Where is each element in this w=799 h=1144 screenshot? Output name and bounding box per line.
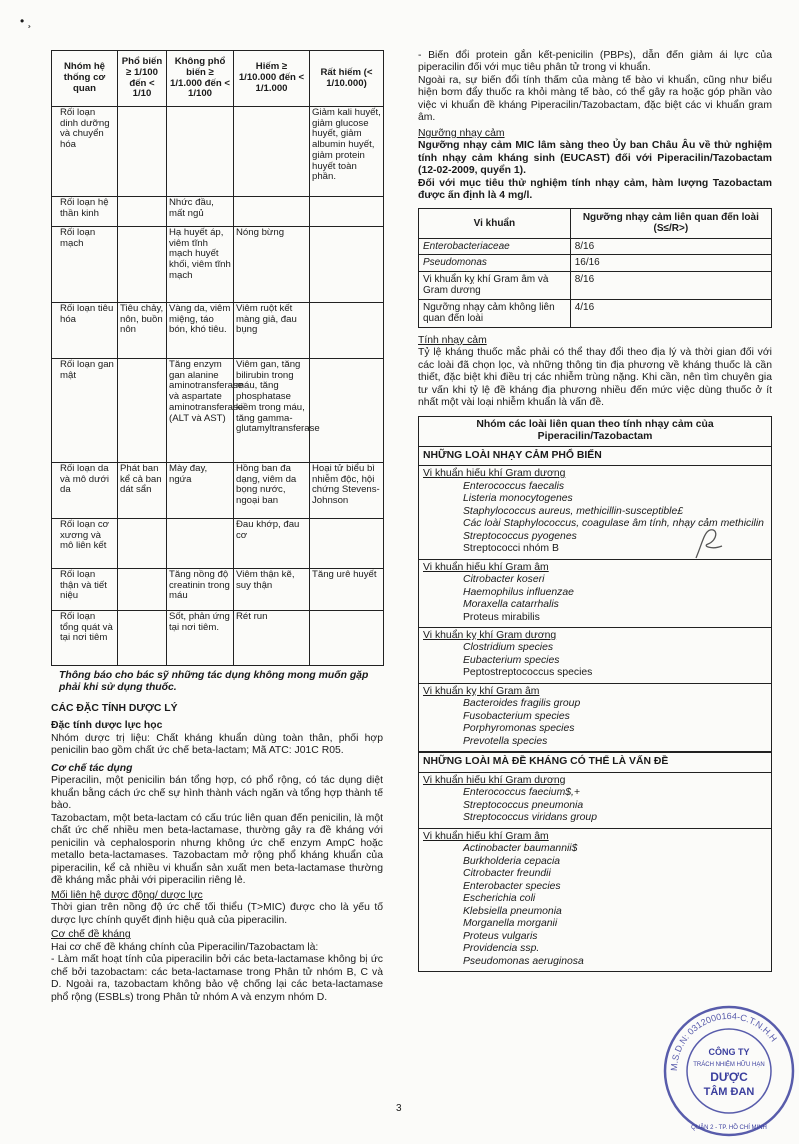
mic-row: [419, 299, 772, 327]
resistance-title: Cơ chế đề kháng: [51, 929, 131, 941]
mic-cell: 4/16: [570, 299, 771, 327]
list-item: Eubacterium species: [463, 654, 560, 666]
species-group: [419, 684, 771, 752]
mic-cell: Pseudomonas: [419, 255, 571, 272]
table-cell: [118, 569, 167, 611]
list-item: Citrobacter freundii: [463, 868, 551, 880]
header-cell: Nhóm hệ thống cơ quan: [52, 51, 118, 107]
list-item: Actinobacter baumannii$: [463, 843, 578, 855]
list-item: Streptococci nhóm B: [463, 543, 559, 555]
mic-cell: 16/16: [570, 255, 771, 272]
table-cell: Rối loạn dinh dưỡng và chuyển hóa: [52, 107, 118, 197]
table-cell: [118, 519, 167, 569]
mic-row: [419, 255, 772, 272]
table-cell: [310, 359, 384, 463]
group-title: Vi khuẩn kỵ khí Gram âm: [423, 685, 540, 697]
table-cell: Vàng da, viêm miệng, táo bón, khó tiêu.: [167, 303, 234, 359]
table-row: [52, 611, 384, 666]
table-cell: [310, 519, 384, 569]
table-cell: Hạ huyết áp, viêm tĩnh mạch huyết khối, viêm tĩnh mạch: [167, 227, 234, 303]
breakpoints-bold-text-2: Đối với mục tiêu thử nghiệm tính nhạy cảm, hàm lượng Tazobactam được ấn định là 4 mg/l.: [418, 177, 772, 202]
table-cell: Rối loạn gan mật: [52, 359, 118, 463]
table-row: [52, 569, 384, 611]
table-cell: Rối loạn hệ thần kinh: [52, 197, 118, 227]
stamp-bottom: QUẬN 2 - TP. HỒ CHÍ MINH: [691, 1125, 767, 1131]
list-item: Haemophilus influenzae: [463, 586, 574, 598]
list-item: Burkholderia cepacia: [463, 855, 561, 867]
mic-header-cell: Ngưỡng nhạy cảm liên quan đến loài (S≤/R>): [570, 208, 771, 238]
table-cell: Hoại tử biểu bì nhiễm độc, hội chứng Stevens-Johnson: [310, 463, 384, 519]
species-box-title: Nhóm các loài liên quan theo tính nhạy cảm của Piperacilin/Tazobactam: [419, 417, 771, 447]
page-number: 3: [396, 1103, 402, 1114]
section-title-pharmacology: CÁC ĐẶC TÍNH DƯỢC LÝ: [51, 702, 178, 714]
table-cell: [118, 611, 167, 666]
left-column: [51, 50, 383, 1004]
mic-table: [418, 208, 772, 328]
corner-mark: • ¸: [20, 14, 32, 28]
list-item: Citrobacter koseri: [463, 574, 545, 586]
table-row: [52, 197, 384, 227]
table-cell: Viêm thận kẽ, suy thận: [234, 569, 310, 611]
table-cell: [234, 197, 310, 227]
species-group: [419, 560, 771, 628]
table-cell: Rối loạn mạch: [52, 227, 118, 303]
list-item: Providencia ssp.: [463, 943, 540, 955]
table-cell: Hồng ban đa dạng, viêm da bọng nước, ngoại ban: [234, 463, 310, 519]
table-cell: Nóng bừng: [234, 227, 310, 303]
header-cell: Phổ biến ≥ 1/100 đến < 1/10: [118, 51, 167, 107]
susceptibility-title: Tính nhạy cảm: [418, 334, 487, 346]
mic-cell: Vi khuẩn kỵ khí Gram âm và Gram dương: [419, 271, 571, 299]
doctor-notice: Thông báo cho bác sỹ những tác dụng không mong muốn gặp phải khi sử dụng thuốc.: [59, 670, 369, 694]
list-item: Moraxella catarrhalis: [463, 599, 559, 611]
pharmacodynamics-text: Nhóm dược trị liệu: Chất kháng khuẩn dùng toàn thân, phối hợp penicilin bao gồm chất ức chế beta-lactam; Mã ATC: J01C R05.: [51, 732, 383, 757]
list-item: Escherichia coli: [463, 893, 536, 905]
mic-header-cell: Vi khuẩn: [419, 208, 571, 238]
table-row: [52, 463, 384, 519]
stamp-line-2: TRÁCH NHIỆM HỮU HẠN: [693, 1062, 765, 1068]
table-cell: Sốt, phản ứng tại nơi tiêm.: [167, 611, 234, 666]
list-item: Klebsiella pneumonia: [463, 905, 562, 917]
list-item: Enterobacter species: [463, 880, 561, 892]
table-cell: [118, 197, 167, 227]
table-cell: [167, 107, 234, 197]
table-cell: Tăng enzym gan alanine aminotransferase và aspartate aminotransferase (ALT và AST): [167, 359, 234, 463]
table-row: [52, 359, 384, 463]
table-row: [52, 303, 384, 359]
mic-cell: 8/16: [570, 271, 771, 299]
table-header-row: [52, 51, 384, 107]
company-stamp: [661, 1003, 797, 1139]
species-group: [419, 628, 771, 684]
stamp-line-4: TÂM ĐAN: [703, 1086, 755, 1098]
mic-header-row: [419, 208, 772, 238]
right-column: [418, 50, 772, 972]
table-cell: [167, 519, 234, 569]
pharmacodynamics-title: Đặc tính dược lực học: [51, 720, 163, 732]
list-item: Bacteroides fragilis group: [463, 698, 581, 710]
list-item: Clostridium species: [463, 642, 554, 654]
susceptibility-text: Tỷ lệ kháng thuốc mắc phải có thể thay đổi theo địa lý và thời gian đối với các loài đã chọn lọc, và những thông tin địa phương về kháng thuốc là cần thiết, đặc biệt khi điều trị các nhiễm trùng nặng. Khi cần, nên tìm chuyên gia tư vấn khi tỷ lệ đề kháng địa phương nhiều đến mức việc dùng thuốc ở ít nhất một vài loại nhiễm khuẩn là vấn đề.: [418, 347, 772, 409]
table-cell: Tăng nồng độ creatinin trong máu: [167, 569, 234, 611]
header-cell: Không phổ biến ≥ 1/1.000 đến < 1/100: [167, 51, 234, 107]
stamp-ring-text: M.S.D.N: 0312000164-C.T.N.H.H: [668, 1010, 779, 1072]
table-cell: Giảm kali huyết, giảm glucose huyết, giảm albumin huyết, giảm protein huyết toàn phần.: [310, 107, 384, 197]
table-cell: Rối loạn cơ xương và mô liên kết: [52, 519, 118, 569]
table-cell: [118, 359, 167, 463]
species-box: [418, 416, 772, 972]
list-item: Enterococcus faecalis: [463, 480, 565, 492]
table-cell: [310, 197, 384, 227]
pkpd-title: Mối liên hệ dược động/ dược lực: [51, 889, 203, 901]
list-item: Listeria monocytogenes: [463, 493, 573, 505]
list-item: Peptostreptococcus species: [463, 667, 593, 679]
table-cell: Viêm ruột kết màng giả, đau bụng: [234, 303, 310, 359]
resistance-item-2: - Biến đổi protein gắn kết-penicilin (PBPs), dẫn đến giảm ái lực của piperacilin đối với mục tiêu phân tử trong vi khuẩn.: [418, 50, 772, 74]
adverse-effects-table: [51, 50, 384, 666]
resistance-problem-title: NHỮNG LOÀI MÀ ĐỀ KHÁNG CÓ THỂ LÀ VẤN ĐỀ: [419, 752, 771, 772]
list-item: Các loài Staphylococcus, coagulase âm tính, nhạy cảm methicilin: [463, 518, 764, 530]
table-cell: Rối loạn tổng quát và tại nơi tiêm: [52, 611, 118, 666]
list-item: Streptococcus viridans group: [463, 812, 597, 824]
list-item: Porphyromonas species: [463, 723, 575, 735]
group-title: Vi khuẩn hiếu khí Gram dương: [423, 468, 566, 480]
table-cell: [310, 611, 384, 666]
species-group: [419, 829, 771, 971]
list-item: Prevotella species: [463, 735, 548, 747]
header-cell: Hiếm ≥ 1/10.000 đến < 1/1.000: [234, 51, 310, 107]
list-item: Fusobacterium species: [463, 710, 570, 722]
mechanism-text-2: Tazobactam, một beta-lactam có cấu trúc liên quan đến penicilin, là một chất ức chế nhiều men beta-lactamase, thường gây ra đề kháng với penicilin và cephalosporin nhưng không ức chế enzym AmpC hoặc metallo beta-lactamases. Tazobactam mở rộng phổ kháng khuẩn của piperacilin, kể cả nhiều vi khuẩn sản xuất men beta-lactamase thường đề kháng mắc phải với piperacilin riêng lẻ.: [51, 812, 383, 887]
table-cell: [234, 107, 310, 197]
table-cell: Tăng urê huyết: [310, 569, 384, 611]
list-item: Proteus vulgaris: [463, 930, 538, 942]
breakpoints-bold-text: Ngưỡng nhạy cảm MIC lâm sàng theo Ủy ban Châu Âu về thử nghiệm tính nhạy cảm kháng sinh (EUCAST) đối với Piperacilin/Tazobactam (12-02-2009, quyển 1).: [418, 140, 772, 177]
table-cell: [310, 227, 384, 303]
table-row: [52, 227, 384, 303]
table-cell: Rối loạn tiêu hóa: [52, 303, 118, 359]
list-item: Streptococcus pneumonia: [463, 799, 584, 811]
breakpoints-title: Ngưỡng nhạy cảm: [418, 127, 505, 139]
table-cell: Phát ban kể cả ban dát sẩn: [118, 463, 167, 519]
table-cell: Rối loạn thận và tiết niệu: [52, 569, 118, 611]
species-group: [419, 773, 771, 829]
mechanism-text-1: Piperacilin, một penicilin bán tổng hợp, có phổ rộng, có tác dụng diệt khuẩn bằng cách ức chế sự hình thành vách ngăn và tổng hợp thành tế bào.: [51, 775, 383, 812]
stamp-line-1: CÔNG TY: [708, 1047, 750, 1057]
list-item: Streptococcus pyogenes: [463, 530, 577, 542]
table-cell: Viêm gan, tăng bilirubin trong máu, tăng phosphatase kiềm trong máu, tăng gamma-glutamyltransferase: [234, 359, 310, 463]
table-cell: Rét run: [234, 611, 310, 666]
table-cell: Mày đay, ngứa: [167, 463, 234, 519]
table-cell: Nhức đầu, mất ngủ: [167, 197, 234, 227]
common-susceptible-title: NHỮNG LOÀI NHẠY CẢM PHỔ BIẾN: [419, 447, 771, 466]
resistance-item-1: - Làm mất hoạt tính của piperacilin bởi các beta-lactamase không bị ức chế bởi tazobactam: các beta-lactamase trong Phân tử nhóm B, C và D. Ngoài ra, tazobactam không bảo vệ chống lại các beta-lactamase phổ rộng (ESBLs) trong Phân tử nhóm A và enzym nhóm D.: [51, 954, 383, 1003]
group-title: Vi khuẩn hiếu khí Gram âm: [423, 830, 549, 842]
mic-row: [419, 271, 772, 299]
group-title: Vi khuẩn hiếu khí Gram âm: [423, 561, 549, 573]
mechanism-title: Cơ chế tác dụng: [51, 762, 133, 774]
list-item: Staphylococcus aureus, methicillin-susceptible£: [463, 505, 684, 517]
table-cell: [118, 227, 167, 303]
group-title: Vi khuẩn kỵ khí Gram dương: [423, 629, 557, 641]
table-cell: [310, 303, 384, 359]
permeability-text: Ngoài ra, sự biến đổi tính thấm của màng tế bào vi khuẩn, cũng như biểu hiện bơm đẩy thuốc ra khỏi màng tế bào, có thể gây ra hoặc góp phần vào việc vi khuẩn đề kháng Piperacilin/Tazobactam, đặc biệt các vi khuẩn gram âm.: [418, 74, 772, 124]
group-title: Vi khuẩn hiếu khí Gram dương: [423, 774, 566, 786]
table-cell: Rối loạn da và mô dưới da: [52, 463, 118, 519]
list-item: Pseudomonas aeruginosa: [463, 955, 584, 967]
mic-cell: Ngưỡng nhạy cảm không liên quan đến loài: [419, 299, 571, 327]
table-cell: Đau khớp, đau cơ: [234, 519, 310, 569]
table-cell: Tiêu chảy, nôn, buồn nôn: [118, 303, 167, 359]
stamp-line-3: DƯỢC: [710, 1070, 748, 1084]
signature-mark: [688, 524, 728, 564]
resistance-intro: Hai cơ chế đề kháng chính của Piperacilin/Tazobactam là:: [51, 941, 319, 953]
table-row: [52, 519, 384, 569]
pkpd-text: Thời gian trên nồng độ ức chế tối thiểu (T>MIC) được cho là yếu tố dược lực chính quyết định hiệu quả của piperacilin.: [51, 902, 383, 926]
table-row: [52, 107, 384, 197]
mic-row: [419, 238, 772, 255]
list-item: Proteus mirabilis: [463, 611, 540, 623]
header-cell: Rất hiếm (< 1/10.000): [310, 51, 384, 107]
mic-cell: Enterobacteriaceae: [419, 238, 571, 255]
list-item: Enterococcus faecium$,+: [463, 787, 580, 799]
mic-cell: 8/16: [570, 238, 771, 255]
table-cell: [118, 107, 167, 197]
list-item: Morganella morganii: [463, 918, 558, 930]
